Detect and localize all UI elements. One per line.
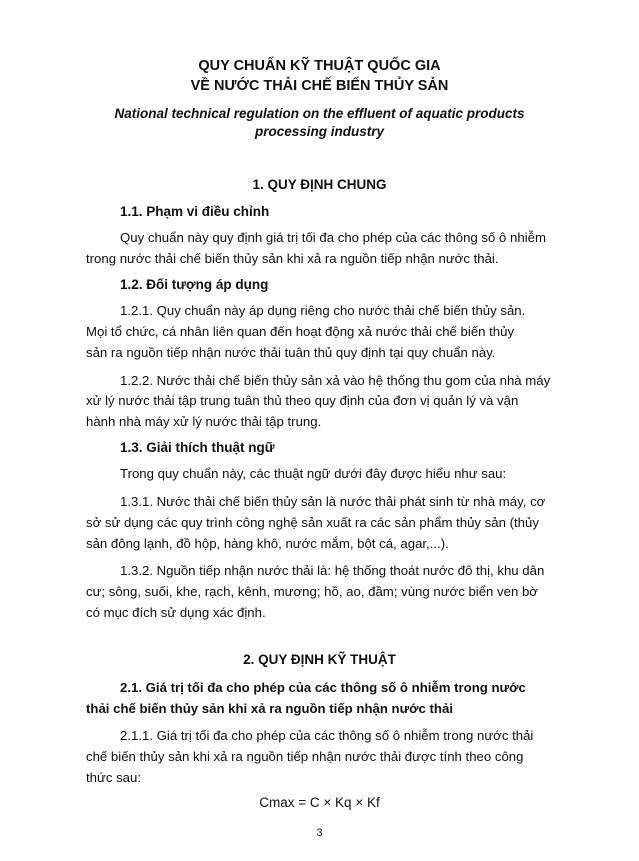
section-1-3-2-line: 1.3.2. Nguồn tiếp nhận nước thải là: hệ thống thoát nước đô thị, khu dân (120, 563, 545, 578)
section-1-3-heading: 1.3. Giải thích thuật ngữ (120, 440, 275, 455)
section-1-3-2-line: cư; sông, suối, khe, rạch, kênh, mương; hồ, ao, đầm; vùng nước biển ven bờ (86, 584, 538, 599)
document-subtitle-line-1: National technical regulation on the effluent of aquatic products (114, 106, 525, 121)
section-1-3-1-line: sở sử dụng các quy trình công nghệ sản xuất ra các sản phẩm thủy sản (thủy (86, 515, 539, 530)
section-1-2-2-line: 1.2.2. Nước thải chế biến thủy sản xả vào hệ thống thu gom của nhà máy (120, 373, 551, 388)
document-title-line-2: VỀ NƯỚC THẢI CHẾ BIẾN THỦY SẢN (190, 78, 449, 94)
page-number: 3 (316, 827, 323, 839)
formula: Cmax = C × Kq × Kf (259, 795, 380, 810)
section-1-1-heading: 1.1. Phạm vi điều chỉnh (120, 204, 270, 219)
section-2-1-1-line: thức sau: (86, 770, 142, 785)
section-2-1-1-line: chế biến thủy sản khi xả ra nguồn tiếp nhận nước thải được tính theo công (86, 749, 524, 764)
section-1-3-intro: Trong quy chuẩn này, các thuật ngữ dưới đây được hiểu như sau: (120, 466, 507, 481)
section-2-1-heading-line: 2.1. Giá trị tối đa cho phép của các thông số ô nhiễm trong nước (120, 680, 526, 695)
section-2-heading: 2. QUY ĐỊNH KỸ THUẬT (243, 652, 396, 667)
section-1-2-2-line: hành nhà máy xử lý nước thải tập trung. (86, 414, 322, 429)
section-1-heading: 1. QUY ĐỊNH CHUNG (252, 177, 387, 192)
section-2-1-heading-line: thải chế biến thủy sản khi xả ra nguồn tiếp nhận nước thải (86, 701, 453, 716)
section-2-1-1-line: 2.1.1. Giá trị tối đa cho phép của các thông số ô nhiễm trong nước thải (120, 728, 534, 743)
section-1-3-2-line: có mục đích sử dụng xác định. (86, 605, 266, 620)
section-1-1-line: Quy chuẩn này quy định giá trị tối đa cho phép của các thông số ô nhiễm (120, 230, 546, 245)
section-1-2-2-line: xử lý nước thải tập trung tuân thủ theo quy định của đơn vị quản lý và vận (86, 393, 519, 408)
section-1-2-1-line: Mọi tổ chức, cá nhân liên quan đến hoạt động xả nước thải chế biến thủy (86, 324, 515, 339)
section-1-2-1-line: 1.2.1. Quy chuẩn này áp dụng riêng cho nước thải chế biến thủy sản. (120, 303, 526, 318)
document-title-line-1: QUY CHUẨN KỸ THUẬT QUỐC GIA (198, 58, 441, 74)
section-1-1-line: trong nước thải chế biến thủy sản khi xả ra nguồn tiếp nhận nước thải. (86, 251, 499, 266)
document-subtitle-line-2: processing industry (254, 124, 385, 139)
section-1-3-1-line: 1.3.1. Nước thải chế biến thủy sản là nước thải phát sinh từ nhà máy, cơ (120, 494, 546, 509)
section-1-2-1-line: sản ra nguồn tiếp nhận nước thải tuân thủ quy định tại quy chuẩn này. (86, 345, 496, 360)
section-1-2-heading: 1.2. Đối tượng áp dụng (120, 277, 269, 292)
section-1-3-1-line: sản đông lạnh, đồ hộp, hàng khô, nước mắm, bột cá, agar,...). (86, 536, 449, 551)
